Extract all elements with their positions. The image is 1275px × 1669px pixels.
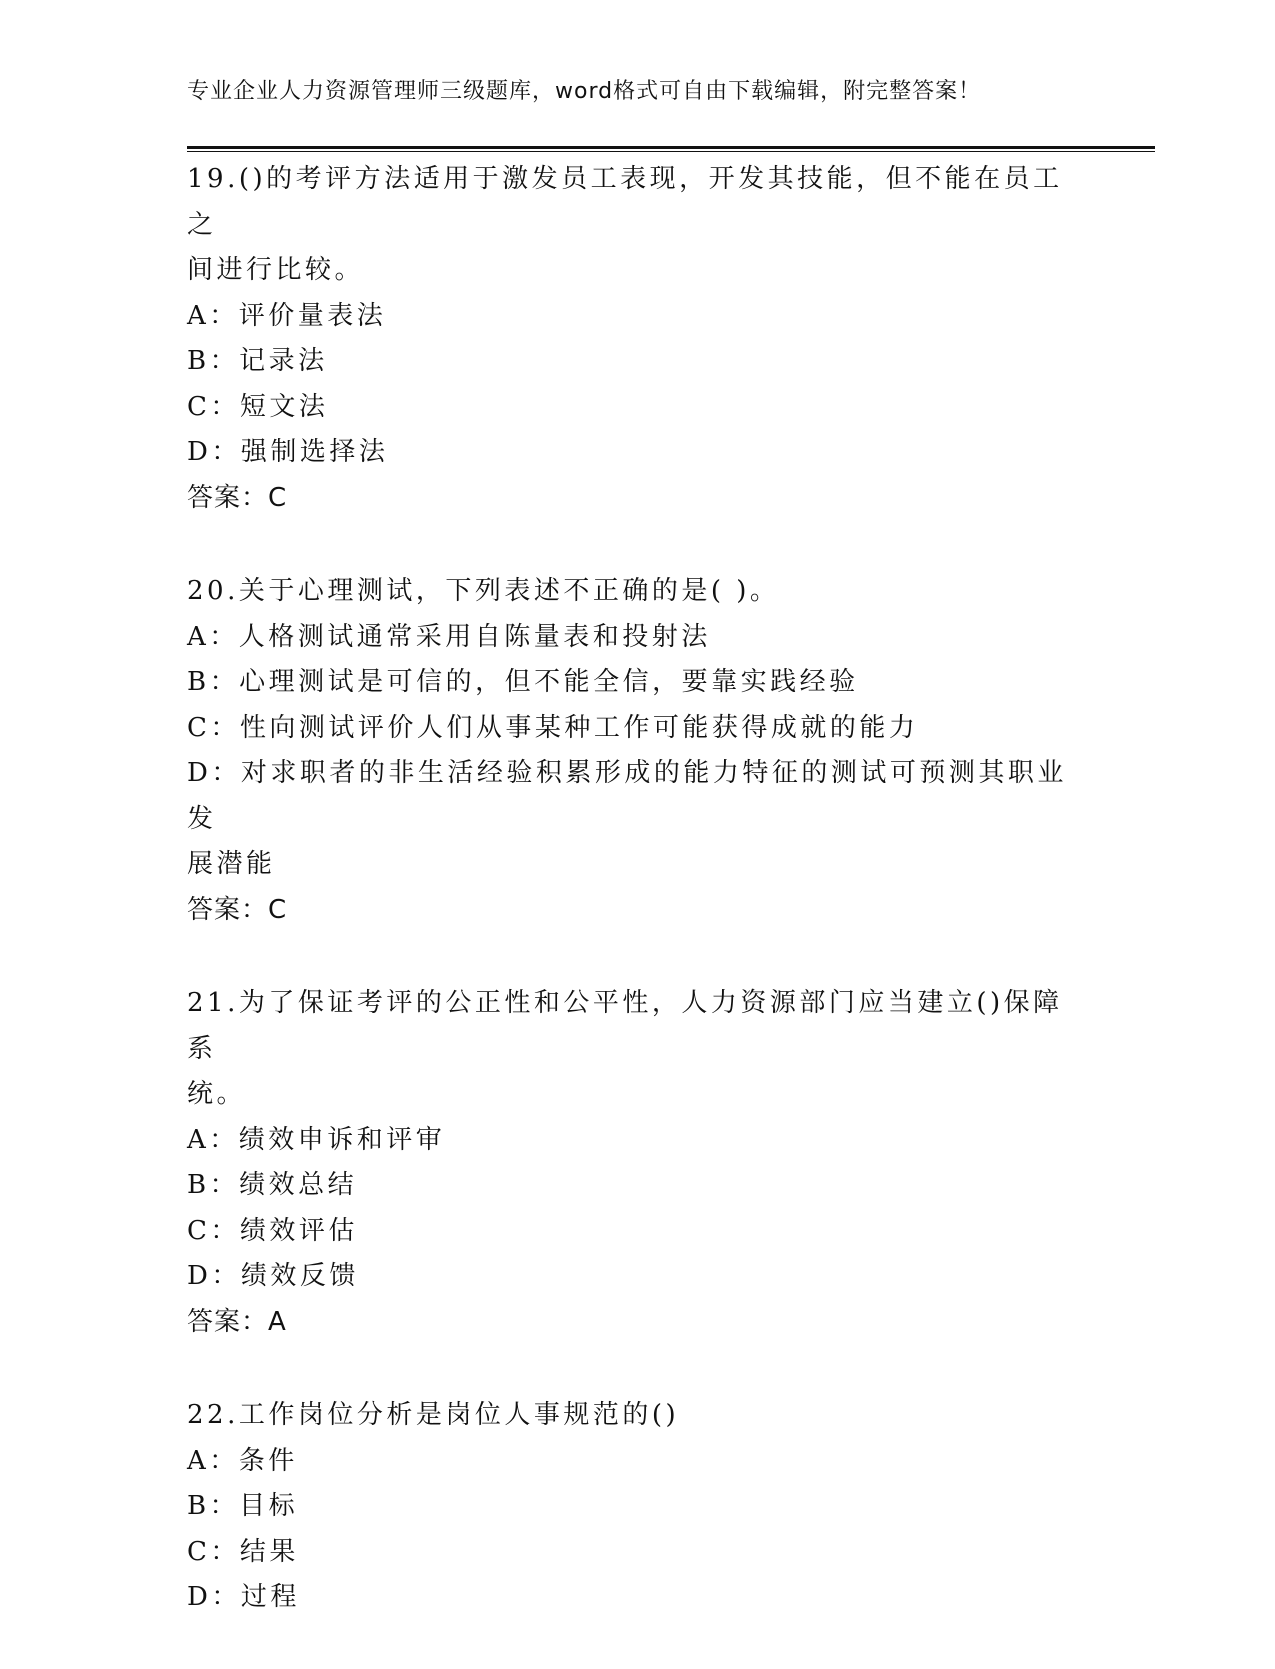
option-c: C：性向测试评价人们从事某种工作可能获得成就的能力 [187,712,919,743]
question-stem: 统。 [187,1079,247,1109]
question-stem: 20.关于心理测试，下列表述不正确的是( )。 [187,576,780,606]
option-c: C：结果 [187,1536,299,1567]
answer-line: 答案：C [187,894,288,925]
option-b: B：记录法 [187,346,328,376]
question-22 [187,1393,1087,1621]
option-d: D：强制选择法 [187,437,389,467]
question-list [187,157,1087,1669]
option-a: A：绩效申诉和评审 [187,1124,446,1155]
option-d: D：过程 [187,1582,300,1612]
option-a: A：评价量表法 [187,300,387,331]
question-21 [187,981,1087,1345]
question-stem: 22.工作岗位分析是岗位人事规范的() [187,1400,680,1430]
question-stem: 21.为了保证考评的公正性和公平性，人力资源部门应当建立()保障系 [187,988,1063,1064]
question-stem: 19.()的考评方法适用于激发员工表现，开发其技能，但不能在员工之 [187,164,1063,240]
option-d: D：对求职者的非生活经验积累形成的能力特征的测试可预测其职业发 [187,758,1067,834]
document-header: 专业企业人力资源管理师三级题库，word格式可自由下载编辑，附完整答案！ [187,79,982,104]
option-a: A：条件 [187,1445,298,1476]
option-d: D：绩效反馈 [187,1261,359,1291]
question-19 [187,157,1087,521]
option-b: B：绩效总结 [187,1170,358,1200]
option-a: A：人格测试通常采用自陈量表和投射法 [187,621,711,652]
header-divider-thin [187,151,1155,152]
option-c: C：短文法 [187,391,329,422]
question-stem: 间进行比较。 [187,255,365,285]
question-20 [187,569,1087,933]
answer-line: 答案：C [187,482,288,513]
header-divider-thick [187,146,1155,149]
option-b: B：目标 [187,1491,299,1521]
option-c: C：绩效评估 [187,1215,358,1246]
answer-line: 答案：A [187,1306,287,1337]
option-d-continued: 展潜能 [187,849,276,879]
option-b: B：心理测试是可信的，但不能全信，要靠实践经验 [187,667,859,697]
